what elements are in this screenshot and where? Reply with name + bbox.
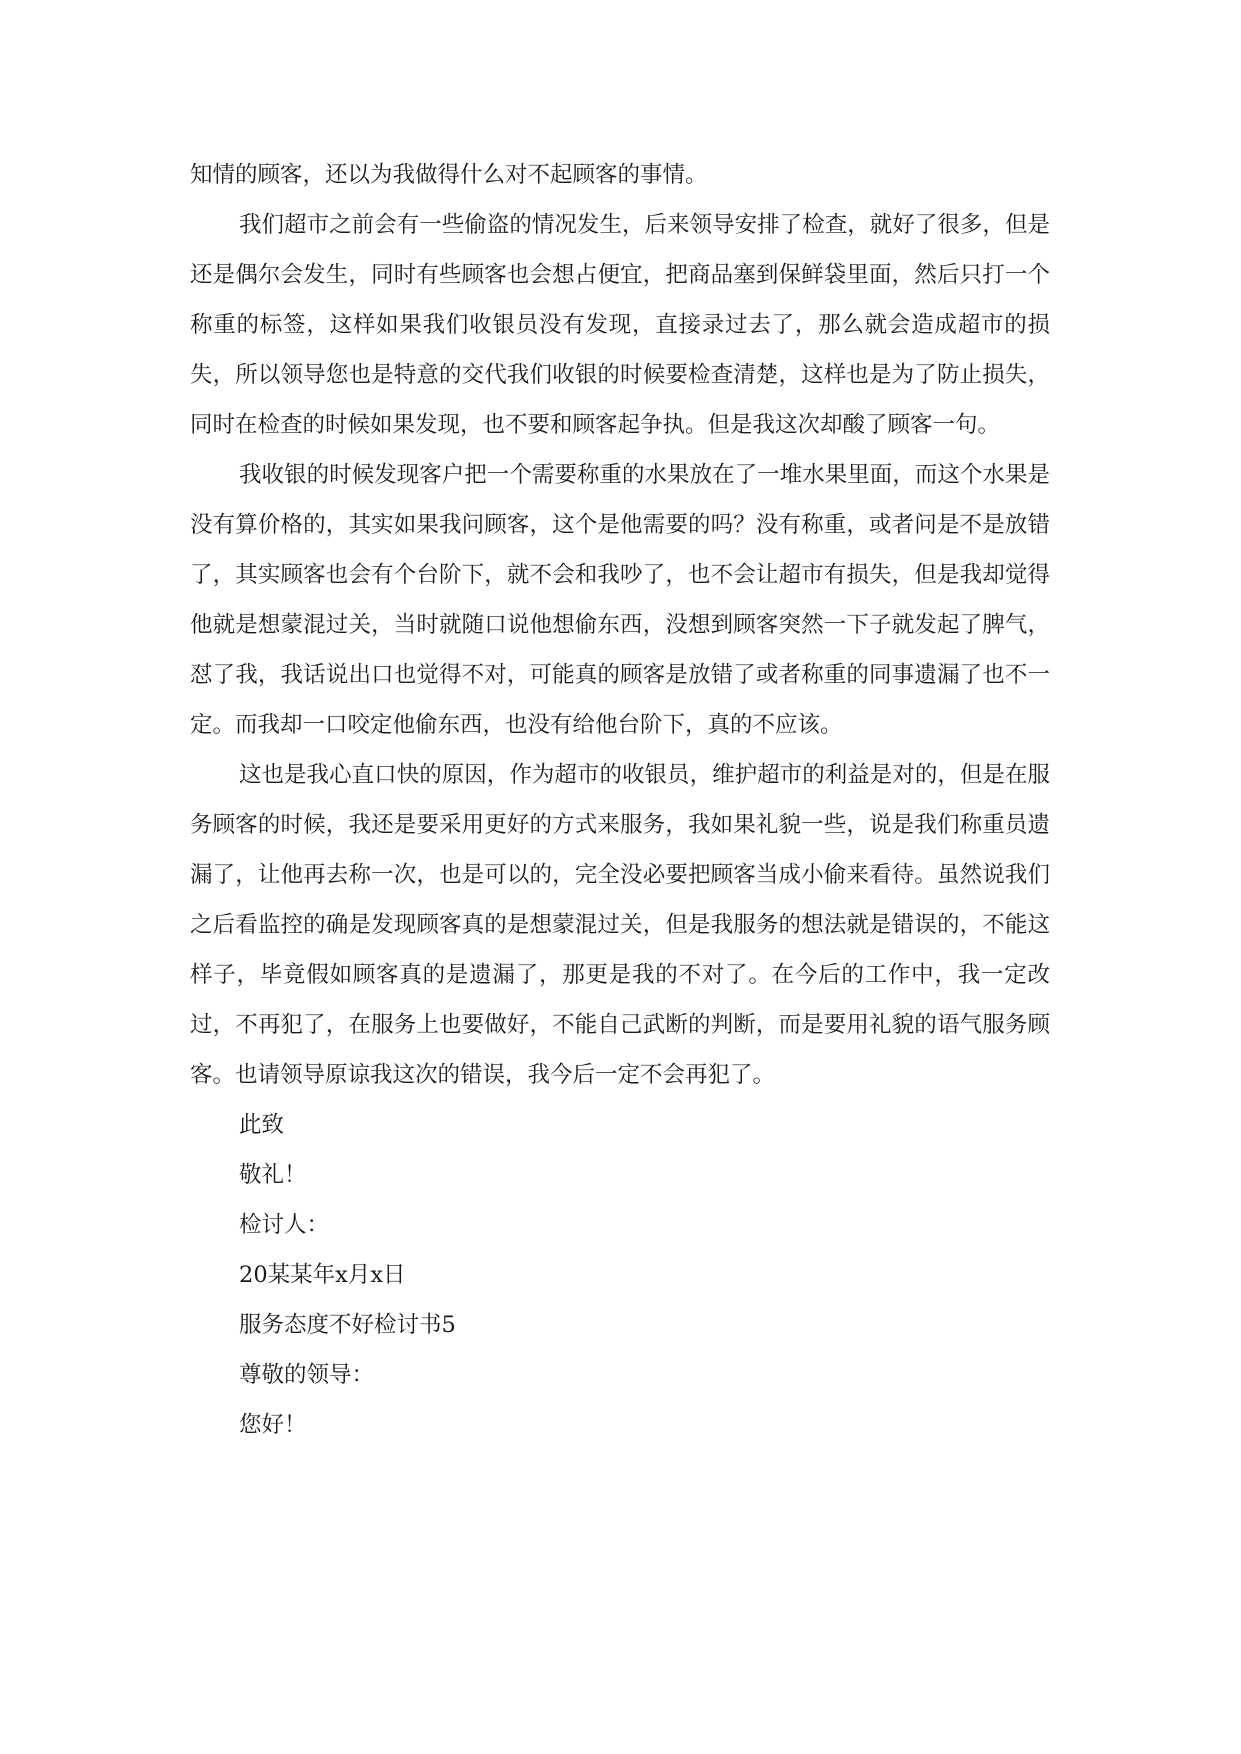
closing-line-1: 此致	[239, 1112, 285, 1138]
next-letter-title: 服务态度不好检讨书5	[239, 1312, 456, 1338]
paragraph-continuation: 知情的顾客，还以为我做得什么对不起顾客的事情。	[190, 162, 708, 188]
paragraph-incident: 我收银的时候发现客户把一个需要称重的水果放在了一堆水果里面，而这个水果是没有算价格的，其实如果我问顾客，这个是他需要的吗？没有称重，或者问是不是放错了，其实顾客也会有个台阶下，就不会和我吵了，也不会让超市有损失，但是我却觉得他就是想蒙混过关，当时就随口说他想偷东西，没想到顾客突然一下子就发起了脾气，怼了我，我话说出口也觉得不对，可能真的顾客是放错了或者称重的同事遗漏了也不一定。而我却一口咬定他偷东西，也没有给他台阶下，真的不应该。	[190, 462, 1050, 738]
paragraph-theft-situation: 我们超市之前会有一些偷盗的情况发生，后来领导安排了检查，就好了很多，但是还是偶尔会发生，同时有些顾客也会想占便宜，把商品塞到保鲜袋里面，然后只打一个称重的标签，这样如果我们收银员没有发现，直接录过去了，那么就会造成超市的损失，所以领导您也是特意的交代我们收银的时候要检查清楚，这样也是为了防止损失，同时在检查的时候如果发现，也不要和顾客起争执。但是我这次却酸了顾客一句。	[190, 212, 1050, 438]
date-line: 20某某年x月x日	[239, 1262, 406, 1288]
salutation: 尊敬的领导：	[239, 1362, 375, 1388]
document-body	[190, 150, 1050, 1450]
paragraph-reflection: 这也是我心直口快的原因，作为超市的收银员，维护超市的利益是对的，但是在服务顾客的时候，我还是要采用更好的方式来服务，我如果礼貌一些，说是我们称重员遗漏了，让他再去称一次，也是可以的，完全没必要把顾客当成小偷来看待。虽然说我们之后看监控的确是发现顾客真的是想蒙混过关，但是我服务的想法就是错误的，不能这样子，毕竟假如顾客真的是遗漏了，那更是我的不对了。在今后的工作中，我一定改过，不再犯了，在服务上也要做好，不能自己武断的判断，而是要用礼貌的语气服务顾客。也请领导原谅我这次的错误，我今后一定不会再犯了。	[190, 762, 1050, 1088]
greeting: 您好！	[239, 1412, 307, 1438]
closing-line-2: 敬礼！	[239, 1162, 307, 1188]
signer-label: 检讨人：	[239, 1212, 330, 1238]
